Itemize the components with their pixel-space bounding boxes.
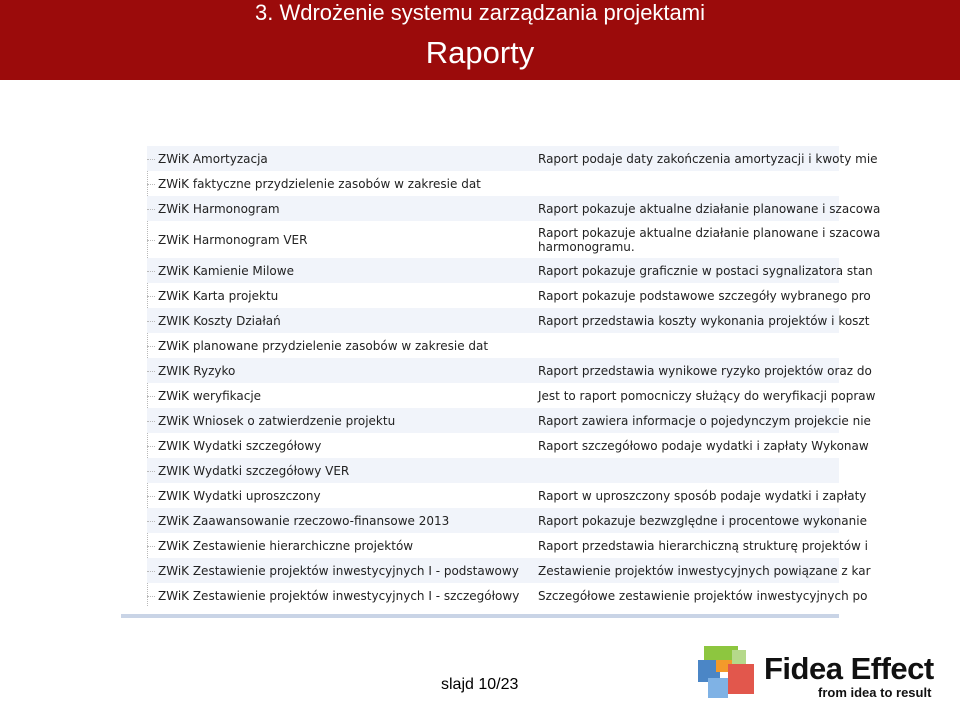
report-row[interactable] [147, 358, 872, 383]
report-description [538, 358, 872, 383]
report-name[interactable]: ZWiK Amortyzacja [158, 151, 268, 166]
tree-branch [147, 421, 155, 422]
report-row[interactable] [147, 258, 873, 283]
report-description-line: Raport zawiera informacje o pojedynczym projekcie nie [538, 413, 871, 428]
report-description [538, 196, 881, 221]
report-row[interactable] [147, 433, 869, 458]
report-row[interactable] [147, 196, 881, 221]
report-description-line: Raport przedstawia koszty wykonania projektów i koszt [538, 313, 870, 328]
report-description [538, 583, 868, 608]
report-row[interactable] [147, 558, 871, 583]
report-row[interactable] [147, 171, 839, 196]
tree-branch [147, 496, 155, 497]
slide-title: 3. Wdrożenie systemu zarządzania projektami [255, 0, 705, 25]
report-name[interactable]: ZWiK Karta projektu [158, 288, 279, 303]
report-name[interactable]: ZWiK planowane przydzielenie zasobów w zakresie dat [158, 338, 489, 353]
report-row[interactable] [147, 221, 881, 258]
report-name[interactable]: ZWiK Kamienie Milowe [158, 263, 294, 278]
tree-branch [147, 471, 155, 472]
report-description-line: harmonogramu. [538, 239, 635, 254]
report-description [538, 283, 871, 308]
report-name[interactable]: ZWIK Wydatki szczegółowy [158, 438, 322, 453]
report-description-line: Raport przedstawia wynikowe ryzyko projektów oraz do [538, 363, 872, 378]
report-description [538, 333, 839, 358]
tree-branch [147, 321, 155, 322]
report-name[interactable]: ZWiK Zestawienie hierarchiczne projektów [158, 538, 414, 553]
report-row[interactable] [147, 583, 868, 608]
report-name[interactable]: ZWiK faktyczne przydzielenie zasobów w zakresie dat [158, 176, 481, 191]
report-description [538, 221, 881, 258]
report-row[interactable] [147, 458, 839, 483]
report-name[interactable]: ZWiK Zaawansowanie rzeczowo-finansowe 2013 [158, 513, 450, 528]
logo-wordmark: Fidea Effect [764, 651, 934, 686]
tree-branch [147, 271, 155, 272]
report-description [538, 408, 871, 433]
report-description [538, 433, 869, 458]
report-description-line: Jest to raport pomocniczy służący do weryfikacji popraw [538, 388, 876, 403]
report-description [538, 308, 870, 333]
report-description-line: Raport podaje daty zakończenia amortyzacji i kwoty mie [538, 151, 878, 166]
report-description [538, 533, 868, 558]
report-description-line: Raport pokazuje aktualne działanie planowane i szacowa [538, 201, 881, 216]
report-row[interactable] [147, 333, 839, 358]
report-description-line: Raport pokazuje graficznie w postaci sygnalizatora stan [538, 263, 873, 278]
report-description-line: Raport pokazuje aktualne działanie planowane i szacowa [538, 225, 881, 240]
report-name[interactable]: ZWIK Wydatki szczegółowy VER [158, 463, 350, 478]
report-description-line: Raport w uproszczony sposób podaje wydatki i zapłaty [538, 488, 867, 503]
report-name[interactable]: ZWiK weryfikacje [158, 388, 262, 403]
report-description-line: Raport szczegółowo podaje wydatki i zapłaty Wykonaw [538, 438, 869, 453]
report-row[interactable] [147, 508, 867, 533]
report-description-line: Szczegółowe zestawienie projektów inwestycyjnych po [538, 588, 868, 603]
report-name[interactable]: ZWiK Wniosek o zatwierdzenie projektu [158, 413, 396, 428]
tree-branch [147, 596, 155, 597]
report-list [121, 136, 881, 616]
report-name[interactable]: ZWiK Zestawienie projektów inwestycyjnych I - podstawowy [158, 563, 519, 578]
tree-branch [147, 446, 155, 447]
tree-branch [147, 296, 155, 297]
report-description-line: Raport pokazuje podstawowe szczegóły wybranego pro [538, 288, 871, 303]
report-description [538, 171, 839, 196]
report-row[interactable] [147, 408, 871, 433]
tree-branch [147, 184, 155, 185]
report-name[interactable]: ZWiK Zestawienie projektów inwestycyjnych I - szczegółowy [158, 588, 520, 603]
tree-branch [147, 346, 155, 347]
report-description [538, 558, 871, 583]
report-name[interactable]: ZWIK Koszty Działań [158, 313, 281, 328]
slide-subtitle: Raporty [425, 35, 535, 70]
report-description [538, 146, 878, 171]
tree-branch [147, 371, 155, 372]
report-row[interactable] [147, 283, 871, 308]
report-row[interactable] [147, 383, 876, 408]
report-description [538, 458, 839, 483]
logo-tagline: from idea to result [818, 685, 932, 700]
tree-branch [147, 209, 155, 210]
tree-branch [147, 521, 155, 522]
report-row[interactable] [147, 483, 867, 508]
report-description [538, 383, 876, 408]
report-row[interactable] [147, 533, 868, 558]
report-description-line: Raport pokazuje bezwzględne i procentowe wykonanie [538, 513, 867, 528]
report-description [538, 508, 867, 533]
tree-branch [147, 396, 155, 397]
report-description [538, 483, 867, 508]
report-name[interactable]: ZWIK Wydatki uproszczony [158, 488, 321, 503]
report-row[interactable] [147, 146, 878, 171]
report-name[interactable]: ZWIK Ryzyko [158, 363, 236, 378]
slide-header [0, 0, 960, 80]
report-description [538, 258, 873, 283]
report-description-line: Raport przedstawia hierarchiczną strukturę projektów i [538, 538, 868, 553]
report-description-line: Zestawienie projektów inwestycyjnych powiązane z kar [538, 563, 871, 578]
report-name[interactable]: ZWiK Harmonogram VER [158, 232, 308, 247]
report-row[interactable] [147, 308, 870, 333]
report-list-bottom-border [121, 614, 839, 618]
tree-branch [147, 240, 155, 241]
tree-branch [147, 571, 155, 572]
slide-number: slajd 10/23 [441, 676, 519, 693]
report-name[interactable]: ZWiK Harmonogram [158, 201, 280, 216]
tree-branch [147, 159, 155, 160]
tree-branch [147, 546, 155, 547]
fidea-logo-icon [698, 646, 758, 698]
